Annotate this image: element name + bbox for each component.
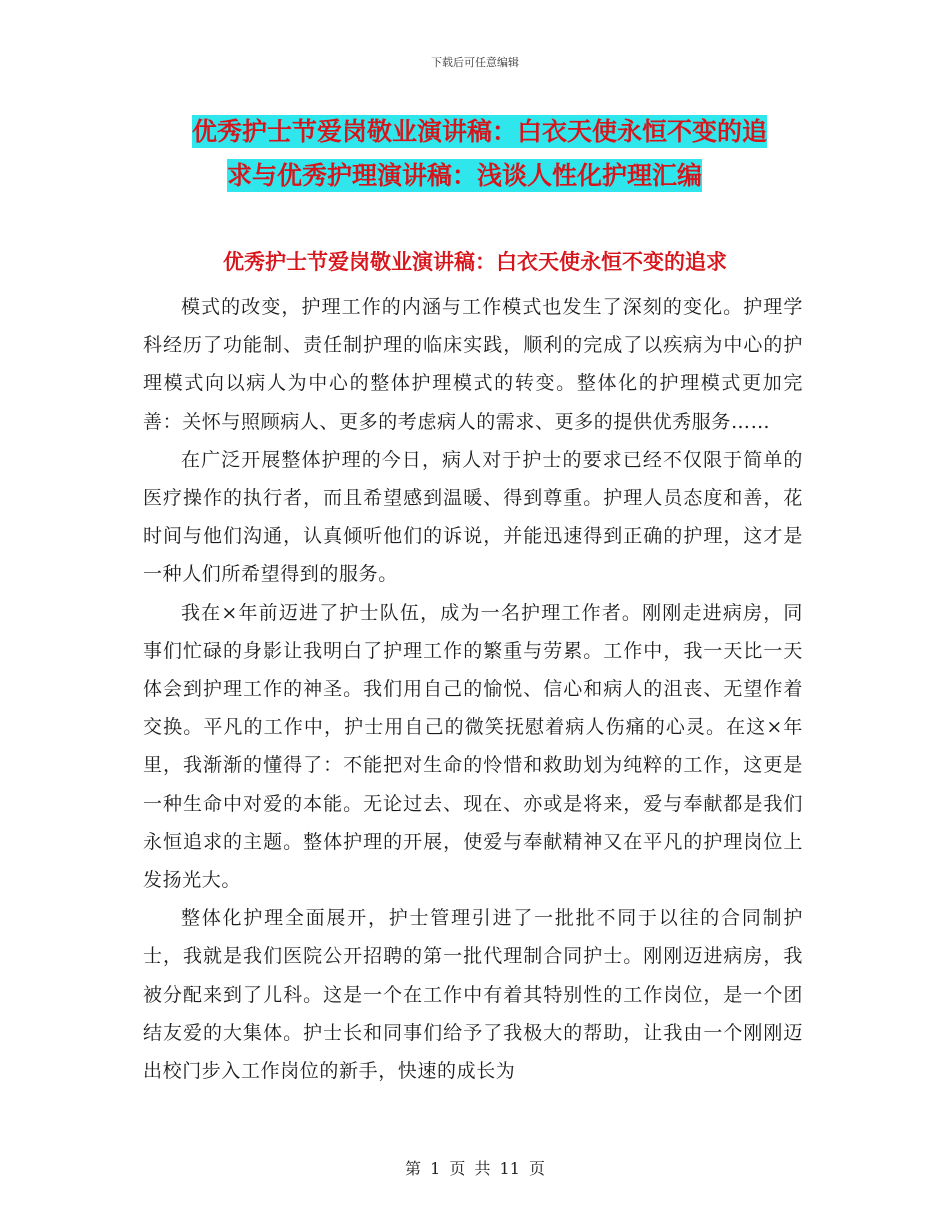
title-line-1 bbox=[150, 110, 830, 154]
document-body bbox=[143, 288, 803, 1090]
paragraph-3: 我在×年前迈进了护士队伍，成为一名护理工作者。刚刚走进病房，同事们忙碌的身影让我明白了护理工作的繁重与劳累。工作中，我一天比一天体会到护理工作的神圣。我们用自己的愉悦、信心和病人的沮丧、无望作着交换。平凡的工作中，护士用自己的微笑抚慰着病人伤痛的心灵。在这×年里，我渐渐的懂得了：不能把对生命的怜惜和救助划为纯粹的工作，这更是一种生命中对爱的本能。无论过去、现在、亦或是将来，爱与奉献都是我们永恒追求的主题。整体护理的开展，使爱与奉献精神又在平凡的护理岗位上发扬光大。 bbox=[143, 601, 803, 892]
section-heading: 优秀护士节爱岗敬业演讲稿：白衣天使永恒不变的追求 bbox=[223, 250, 727, 274]
page-number-footer: 第 1 页 共 11 页 bbox=[405, 1159, 545, 1178]
title-line-2 bbox=[150, 154, 830, 198]
document-title bbox=[150, 110, 830, 198]
page-header-note: 下载后可任意编辑 bbox=[431, 56, 519, 69]
paragraph-1: 模式的改变，护理工作的内涵与工作模式也发生了深刻的变化。护理学科经历了功能制、责任制护理的临床实践，顺利的完成了以疾病为中心的护理模式向以病人为中心的整体护理模式的转变。整体化的护理模式更加完善：关怀与照顾病人、更多的考虑病人的需求、更多的提供优秀服务…… bbox=[143, 296, 803, 433]
title-line-2-text: 求与优秀护理演讲稿：浅谈人性化护理汇编 bbox=[227, 161, 703, 190]
paragraph-4: 整体化护理全面展开，护士管理引进了一批批不同于以往的合同制护士，我就是我们医院公开招聘的第一批代理制合同护士。刚刚迈进病房，我被分配来到了儿科。这是一个在工作中有着其特别性的工作岗位，是一个团结友爱的大集体。护士长和同事们给予了我极大的帮助，让我由一个刚刚迈出校门步入工作岗位的新手，快速的成长为 bbox=[143, 907, 803, 1083]
paragraph-2: 在广泛开展整体护理的今日，病人对于护士的要求已经不仅限于简单的医疗操作的执行者，而且希望感到温暖、得到尊重。护理人员态度和善，花时间与他们沟通，认真倾听他们的诉说，并能迅速得到正确的护理，这才是一种人们所希望得到的服务。 bbox=[143, 448, 803, 586]
title-line-1-text: 优秀护士节爱岗敬业演讲稿：白衣天使永恒不变的追 bbox=[192, 117, 768, 146]
